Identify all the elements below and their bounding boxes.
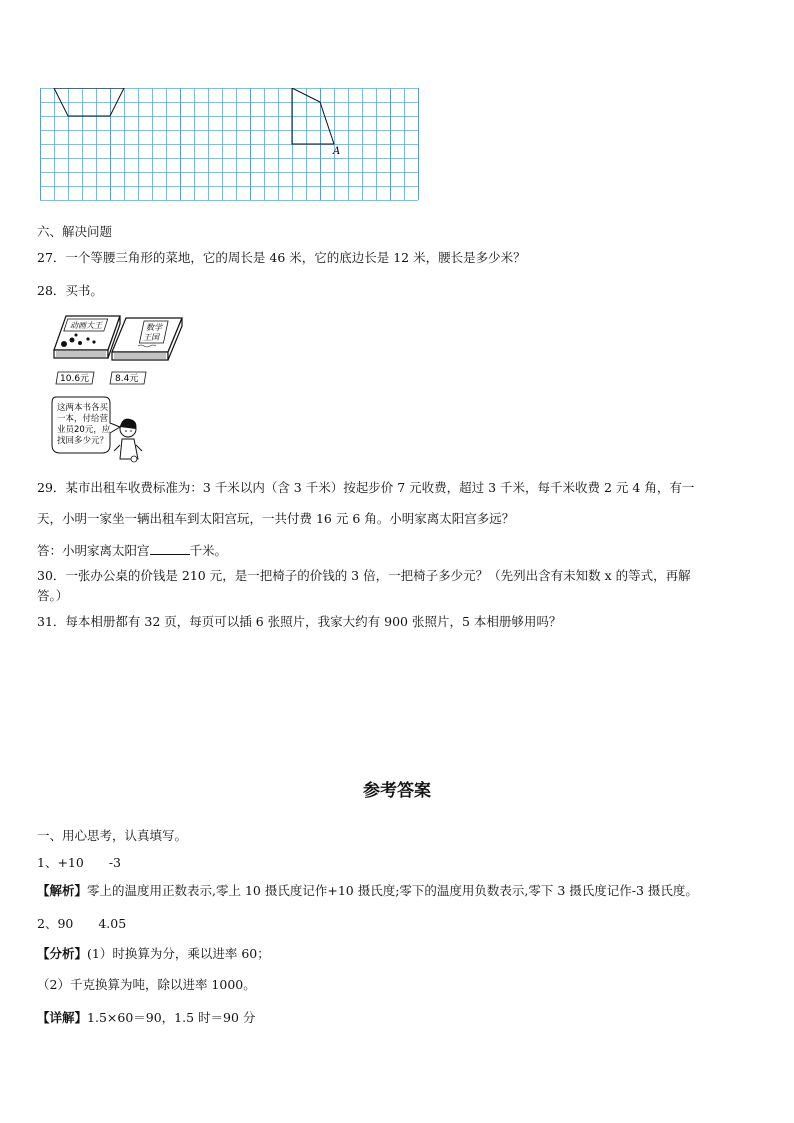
question-31: 31．每本相册都有 32 页，每页可以插 6 张照片，我家大约有 900 张照片，5 本相册够用吗？ (37, 614, 562, 629)
question-29-answer (37, 542, 227, 559)
grid-lines (40, 88, 419, 201)
answer-1-analysis (37, 883, 698, 899)
trapezoid-shape (54, 88, 124, 116)
bubble-line1: 这两本书各买 (57, 403, 109, 413)
answer-2-analysis-line2: （2）千克换算为吨，除以进率 1000。 (37, 977, 256, 992)
books-illustration (50, 312, 190, 391)
book1-title: 动画大王 (70, 321, 102, 330)
answers-section1: 一、用心思考，认真填写。 (37, 828, 188, 843)
answer-suffix: 千米。 (189, 543, 228, 558)
bubble-line2: 一本，付给营 (57, 414, 109, 424)
speech-illustration (50, 393, 150, 469)
quadrilateral-shape (292, 88, 334, 144)
book2-title-line2: 王国 (143, 333, 159, 342)
book2-image (112, 318, 182, 360)
answer-2: 2、90 4.05 (37, 916, 127, 931)
detail-text: 1.5×60＝90，1.5 时＝90 分 (87, 1010, 256, 1025)
bubble-line4: 找回多少元？ (57, 436, 109, 446)
question-28: 28．买书。 (37, 283, 103, 298)
question-30-line2: 答。） (37, 588, 69, 603)
analysis-text: 零上的温度用正数表示,零上 10 摄氏度记作+10 摄氏度;零下的温度用负数表示,零下 3 摄氏度记作-3 摄氏度。 (87, 883, 698, 898)
book1-price: 10.6元 (60, 374, 90, 384)
point-a-label: A (333, 146, 341, 157)
question-29-line2: 天，小明一家坐一辆出租车到太阳宫玩，一共付费 16 元 6 角。小明家离太阳宫多远？ (37, 511, 515, 526)
book2-price: 8.4元 (115, 374, 139, 384)
bubble-line3: 业员20元，应 (57, 425, 111, 435)
question-29-line1: 29．某市出租车收费标准为：3 千米以内（含 3 千米）按起步价 7 元收费，超过 3 千米，每千米收费 2 元 4 角，有一 (37, 480, 695, 495)
analysis-tag-2: 【分析】 (37, 946, 88, 961)
answers-title: 参考答案 (363, 781, 431, 801)
books-svg (50, 312, 190, 387)
section6-heading: 六、解决问题 (37, 224, 113, 239)
answer-2-analysis (37, 946, 270, 962)
detail-tag: 【详解】 (37, 1010, 88, 1025)
speech-svg (50, 393, 150, 465)
grid-figure (40, 88, 430, 216)
book2-title-line1: 数学 (146, 323, 162, 332)
book1-image (54, 316, 120, 358)
answer-prefix: 答：小明家离太阳宫 (37, 543, 150, 558)
question-30-line1: 30．一张办公桌的价钱是 210 元，是一把椅子的价钱的 3 倍，一把椅子多少元？（先列出含有未知数 x 的等式，再解 (37, 568, 691, 583)
answer-blank[interactable] (150, 542, 190, 555)
answer-1: 1、+10 -3 (37, 855, 122, 870)
answer-2-detail (37, 1010, 255, 1026)
analysis-tag: 【解析】 (37, 883, 88, 898)
question-27: 27．一个等腰三角形的菜地，它的周长是 46 米，它的底边长是 12 米，腰长是多少米？ (37, 250, 526, 265)
girl-figure (114, 419, 142, 462)
grid-svg (40, 88, 430, 212)
analysis-text-2: (1）时换算为分，乘以进率 60； (87, 946, 270, 961)
